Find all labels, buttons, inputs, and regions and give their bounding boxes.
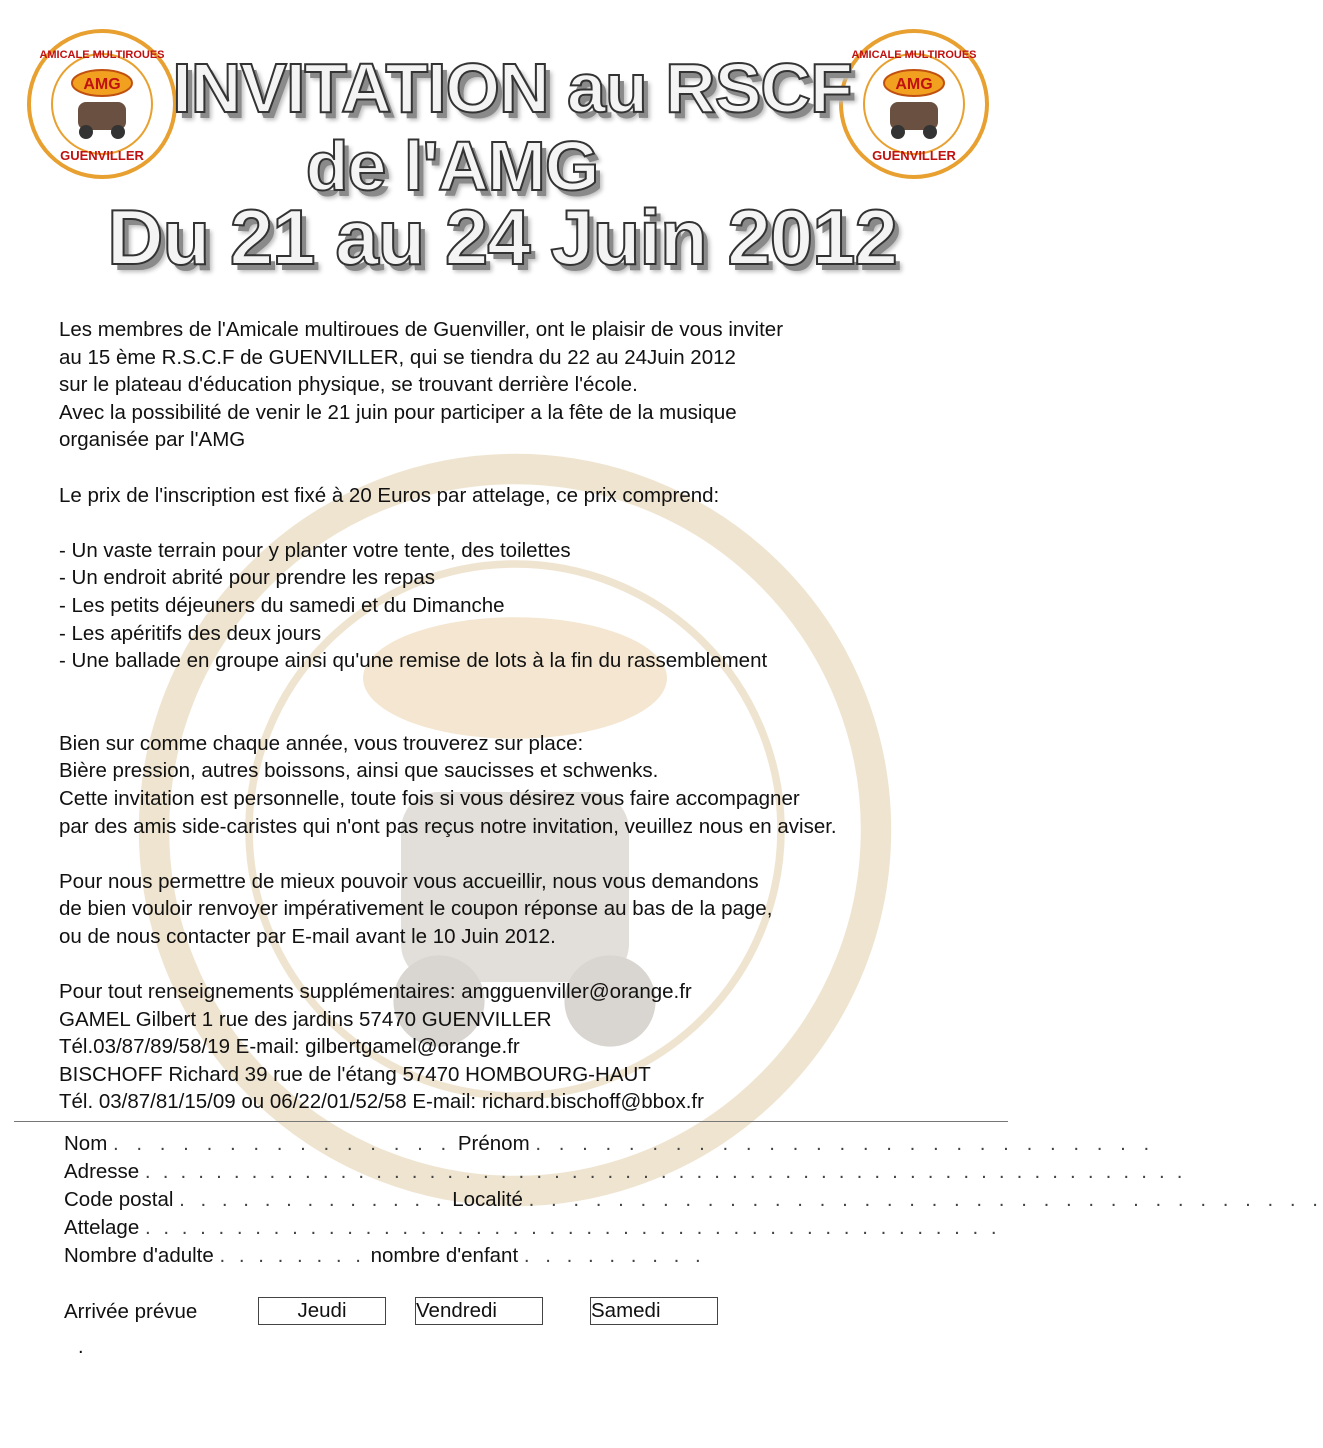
- contact-line: GAMEL Gilbert 1 rue des jardins 57470 GUENVILLER: [59, 1007, 552, 1031]
- onsite-line: Bien sur comme chaque année, vous trouverez sur place:: [59, 731, 584, 755]
- localite-field[interactable]: . . . . . . . . . . . . . . . . . . . . . . . . . . . . . . . . . . . .: [528, 1188, 1323, 1211]
- arrivee-label: Arrivée prévue: [64, 1300, 198, 1323]
- price-line: Le prix de l'inscription est fixé à 20 Euros par attelage, ce prix comprend:: [59, 483, 720, 507]
- reply-line: de bien vouloir renvoyer impérativement le coupon réponse au bas de la page,: [59, 897, 773, 921]
- svg-text:AMICALE MULTIROUES: AMICALE MULTIROUES: [851, 49, 977, 61]
- nom-field[interactable]: . . . . . . . . . . . . . . .: [113, 1132, 453, 1155]
- enfants-field[interactable]: . . . . . . . . .: [523, 1244, 706, 1267]
- intro-line: Les membres de l'Amicale multiroues de Guenviller, ont le plaisir de vous inviter: [59, 318, 784, 341]
- form-row-persons: [64, 1244, 706, 1268]
- contact-line: Tél. 03/87/81/15/09 ou 06/22/01/52/58 E-mail: richard.bischoff@bbox.fr: [59, 1090, 704, 1114]
- prenom-field[interactable]: . . . . . . . . . . . . . . . . . . . . . . . . . . .: [535, 1132, 1156, 1155]
- svg-text:AMICALE MULTIROUES: AMICALE MULTIROUES: [39, 49, 165, 61]
- nom-label: Nom: [64, 1132, 108, 1155]
- form-row-attelage: [64, 1216, 1000, 1240]
- list-item: - Les apéritifs des deux jours: [59, 621, 322, 645]
- intro-line: Avec la possibilité de venir le 21 juin pour participer a la fête de la musique: [59, 400, 737, 424]
- day-checkbox-samedi[interactable]: Samedi: [590, 1297, 718, 1325]
- list-item: - Une ballade en groupe ainsi qu'une remise de lots à la fin du rassemblement: [59, 649, 768, 673]
- contact-line: BISCHOFF Richard 39 rue de l'étang 57470 HOMBOURG-HAUT: [59, 1062, 651, 1086]
- onsite-line: par des amis side-caristes qui n'ont pas reçus notre invitation, veuillez nous en aviser.: [59, 814, 837, 838]
- invitation-body: [59, 316, 959, 1116]
- svg-text:AMG: AMG: [83, 76, 121, 93]
- prenom-label: Prénom: [457, 1132, 530, 1155]
- code-postal-field[interactable]: . . . . . . . . . . . . .: [179, 1188, 447, 1211]
- intro-line: organisée par l'AMG: [59, 428, 246, 452]
- reply-line: Pour nous permettre de mieux pouvoir vous accueillir, nous vous demandons: [59, 869, 759, 893]
- form-row-cp: [64, 1188, 1323, 1212]
- title-line-1: INVITATION au RSCF: [172, 49, 852, 127]
- intro-line: sur le plateau d'éducation physique, se trouvant derrière l'école.: [59, 373, 638, 397]
- svg-text:GUENVILLER: GUENVILLER: [60, 148, 144, 163]
- svg-text:GUENVILLER: GUENVILLER: [872, 148, 956, 163]
- enfants-label: nombre d'enfant: [370, 1244, 519, 1267]
- day-checkbox-jeudi[interactable]: Jeudi: [258, 1297, 386, 1325]
- attelage-label: Attelage: [64, 1216, 140, 1239]
- adultes-field[interactable]: . . . . . . . .: [219, 1244, 365, 1267]
- adultes-label: Nombre d'adulte: [64, 1244, 214, 1267]
- localite-label: Localité: [452, 1188, 523, 1211]
- title-line-3: Du 21 au 24 Juin 2012: [107, 193, 897, 281]
- list-item: - Un endroit abrité pour prendre les repas: [59, 566, 436, 590]
- intro-line: au 15 ème R.S.C.F de GUENVILLER, qui se tiendra du 22 au 24Juin 2012: [59, 345, 736, 369]
- title-line-2: de l'AMG: [305, 127, 599, 205]
- coupon-divider: [14, 1121, 1008, 1122]
- attelage-field[interactable]: . . . . . . . . . . . . . . . . . . . . . . . . . . . . . . . . . . . . . . . . . . . . . . .: [144, 1216, 1001, 1239]
- form-row-adresse: [64, 1160, 1186, 1184]
- onsite-line: Cette invitation est personnelle, toute fois si vous désirez vous faire accompagner: [59, 786, 800, 810]
- code-postal-label: Code postal: [64, 1188, 174, 1211]
- onsite-line: Bière pression, autres boissons, ainsi que saucisses et schwenks.: [59, 759, 659, 783]
- contact-line: Pour tout renseignements supplémentaires: amgguenviller@orange.fr: [59, 980, 692, 1004]
- adresse-field[interactable]: . . . . . . . . . . . . . . . . . . . . . . . . . . . . . . . . . . . . . . . . . . . . . . . . . . . . . . . . . . .: [144, 1160, 1186, 1183]
- adresse-label: Adresse: [64, 1160, 140, 1183]
- day-checkbox-vendredi[interactable]: Vendredi: [415, 1297, 543, 1325]
- trailing-dot: .: [78, 1336, 84, 1358]
- form-row-name: [64, 1132, 1155, 1156]
- svg-text:AMG: AMG: [895, 76, 933, 93]
- list-item: - Les petits déjeuners du samedi et du Dimanche: [59, 593, 505, 617]
- reply-line: ou de nous contacter par E-mail avant le 10 Juin 2012.: [59, 924, 556, 948]
- list-item: - Un vaste terrain pour y planter votre tente, des toilettes: [59, 538, 571, 562]
- contact-line: Tél.03/87/89/58/19 E-mail: gilbertgamel@orange.fr: [59, 1035, 520, 1059]
